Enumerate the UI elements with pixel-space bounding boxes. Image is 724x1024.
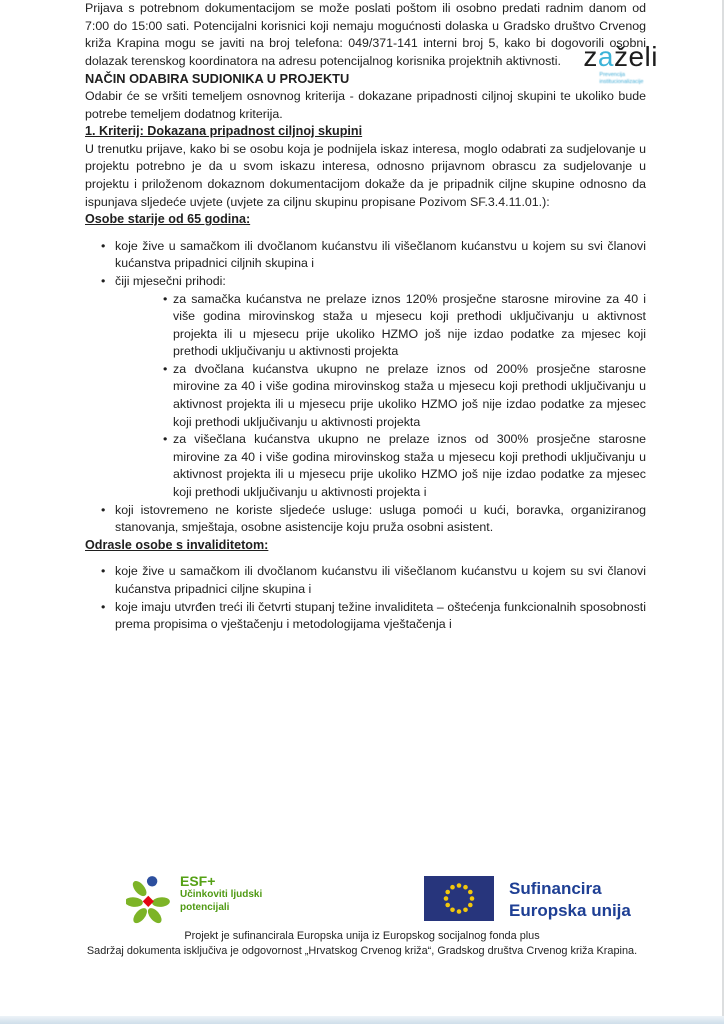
group2-heading: Odrasle osobe s invaliditetom:: [85, 537, 269, 552]
eu-text-line1: Sufinancira: [509, 879, 602, 898]
criterion-paragraph: U trenutku prijave, kako bi se osobu koja je podnijela iskaz interesa, moglo odabrati za sudjelovanje u projektu potrebno je da u svom iskazu interesa, odnosno prijavnom obrascu za sudjelovanje u projektu i priloženom dokaznom dokumentacijom dokaže da je pripadnik ciljne skupine odnosno da ispunjava sljedeće uvjete (uvjete za ciljnu skupinu propisane Pozivom SF.3.4.11.01.):: [85, 141, 646, 209]
list-item: [85, 273, 646, 502]
brand-tagline-line2: institucionalizacije: [599, 78, 644, 85]
brand-tagline-line1: Prevencija: [599, 72, 626, 78]
brand-letter: z: [583, 41, 598, 72]
list-item-label: čiji mjesečni prihodi:: [115, 273, 226, 288]
intro-paragraph: Prijava s potrebnom dokumentacijom se može poslati poštom ili osobno predati radnim danom od 7:00 do 15:00 sati. Potencijalni korisnici koji nemaju mogućnosti dolaska u Gradsko društvo Crvenog križa Krapina mogu se javiti na broj telefona: 049/371-141 interni broj 5, kako bi dogovorili osobni dolazak terenskog koordinatora na adresu potencijalnog korisnika projektnih aktivnosti.: [85, 1, 646, 68]
sub-list-item: • za višečlana kućanstva ukupno ne prelaze iznos od 300% prosječne starosne mirovine za 40 i više godina mirovinskog staža u mjesecu koji prethodi uključivanju u aktivnost projekta ili u mjesecu prije ukoliko HZMO još nije izdao podatke za mjesec koji prethodi uključivanju u aktivnosti projekta i: [115, 431, 646, 501]
group1-heading: Osobe starije od 65 godina:: [85, 212, 251, 227]
list-item: • koji istovremeno ne koriste sljedeće usluge: usluga pomoći u kući, boravka, organiziranog stanovanja, smještaja, osobne asistencije koju pruža osobni asistent.: [85, 502, 646, 537]
esf-name: ESF+: [180, 873, 216, 889]
footer-note-line1: Projekt je sufinancirala Europska unija iz Europskog socijalnog fonda plus: [184, 930, 540, 942]
eu-cofunding-logo: [424, 876, 631, 926]
sub-list-item: • za samačka kućanstva ne prelaze iznos 120% prosječne starosne mirovine za 40 i više godina mirovinskog staža u mjesecu koji prethodi uključivanju u aktivnost projekta ili u mjesecu prije ukoliko HZMO još nije izdao podatke za mjesec koji prethodi uključivanju u aktivnosti projekta: [115, 291, 646, 361]
group1-sublist: [115, 291, 646, 502]
footer-note-line2: Sadržaj dokumenta isključiva je odgovornost „Hrvatskog Crvenog križa“, Gradskog društva Crvenog križa Krapina.: [86, 945, 638, 957]
esf-subtitle-line1: Učinkoviti ljudski: [180, 889, 263, 900]
selection-paragraph: Odabir će se vršiti temeljem osnovnog kriterija - dokazane pripadnosti ciljnoj skupini te ukoliko bude potrebe temeljem dodatnog kriterija.: [85, 88, 646, 121]
eu-text-line2: Europska unija: [509, 901, 631, 920]
group2-list: [85, 563, 646, 633]
sub-list-item: • za dvočlana kućanstva ukupno ne prelaze iznos od 200% prosječne starosne mirovine za 40 i više godina mirovinskog staža u mjesecu koji prethodi uključivanju u aktivnost projekta ili u mjesecu prije ukoliko HZMO još nije izdao podatke za mjesec koji prethodi uključivanju u aktivnosti projekta: [115, 361, 646, 431]
footer-notes: [0, 929, 724, 959]
eu-flag-icon: [424, 876, 494, 926]
list-item: • koje žive u samačkom ili dvočlanom kućanstvu ili višečlanom kućanstvu u kojem su svi članovi kućanstva pripadnici ciljne skupina i: [85, 563, 646, 598]
brand-letters: želi: [613, 41, 658, 72]
document-body: [85, 0, 646, 634]
list-item: • koje imaju utvrđen treći ili četvrti stupanj težine invaliditeta – oštećenja funkcionalnih sposobnosti prema propisima o vještačenju i metodologijama vještačenja i: [85, 599, 646, 634]
esf-text-block: [180, 874, 262, 914]
section-title: NAČIN ODABIRA SUDIONIKA U PROJEKTU: [85, 71, 350, 87]
scan-bottom-edge: [0, 1016, 724, 1024]
group1-list: [85, 238, 646, 537]
esf-flower-icon: [126, 874, 172, 931]
esf-plus-logo: [126, 874, 262, 931]
brand-accent-letter: a: [597, 41, 614, 72]
list-item: • koje žive u samačkom ili dvočlanom kućanstvu ili višečlanom kućanstvu u kojem su svi članovi kućanstva pripadnici ciljnih skupina i: [85, 238, 646, 273]
eu-text-block: [509, 878, 631, 922]
criterion-heading: 1. Kriterij: Dokazana pripadnost ciljnoj skupini: [85, 124, 363, 139]
esf-subtitle-line2: potencijali: [180, 901, 230, 913]
